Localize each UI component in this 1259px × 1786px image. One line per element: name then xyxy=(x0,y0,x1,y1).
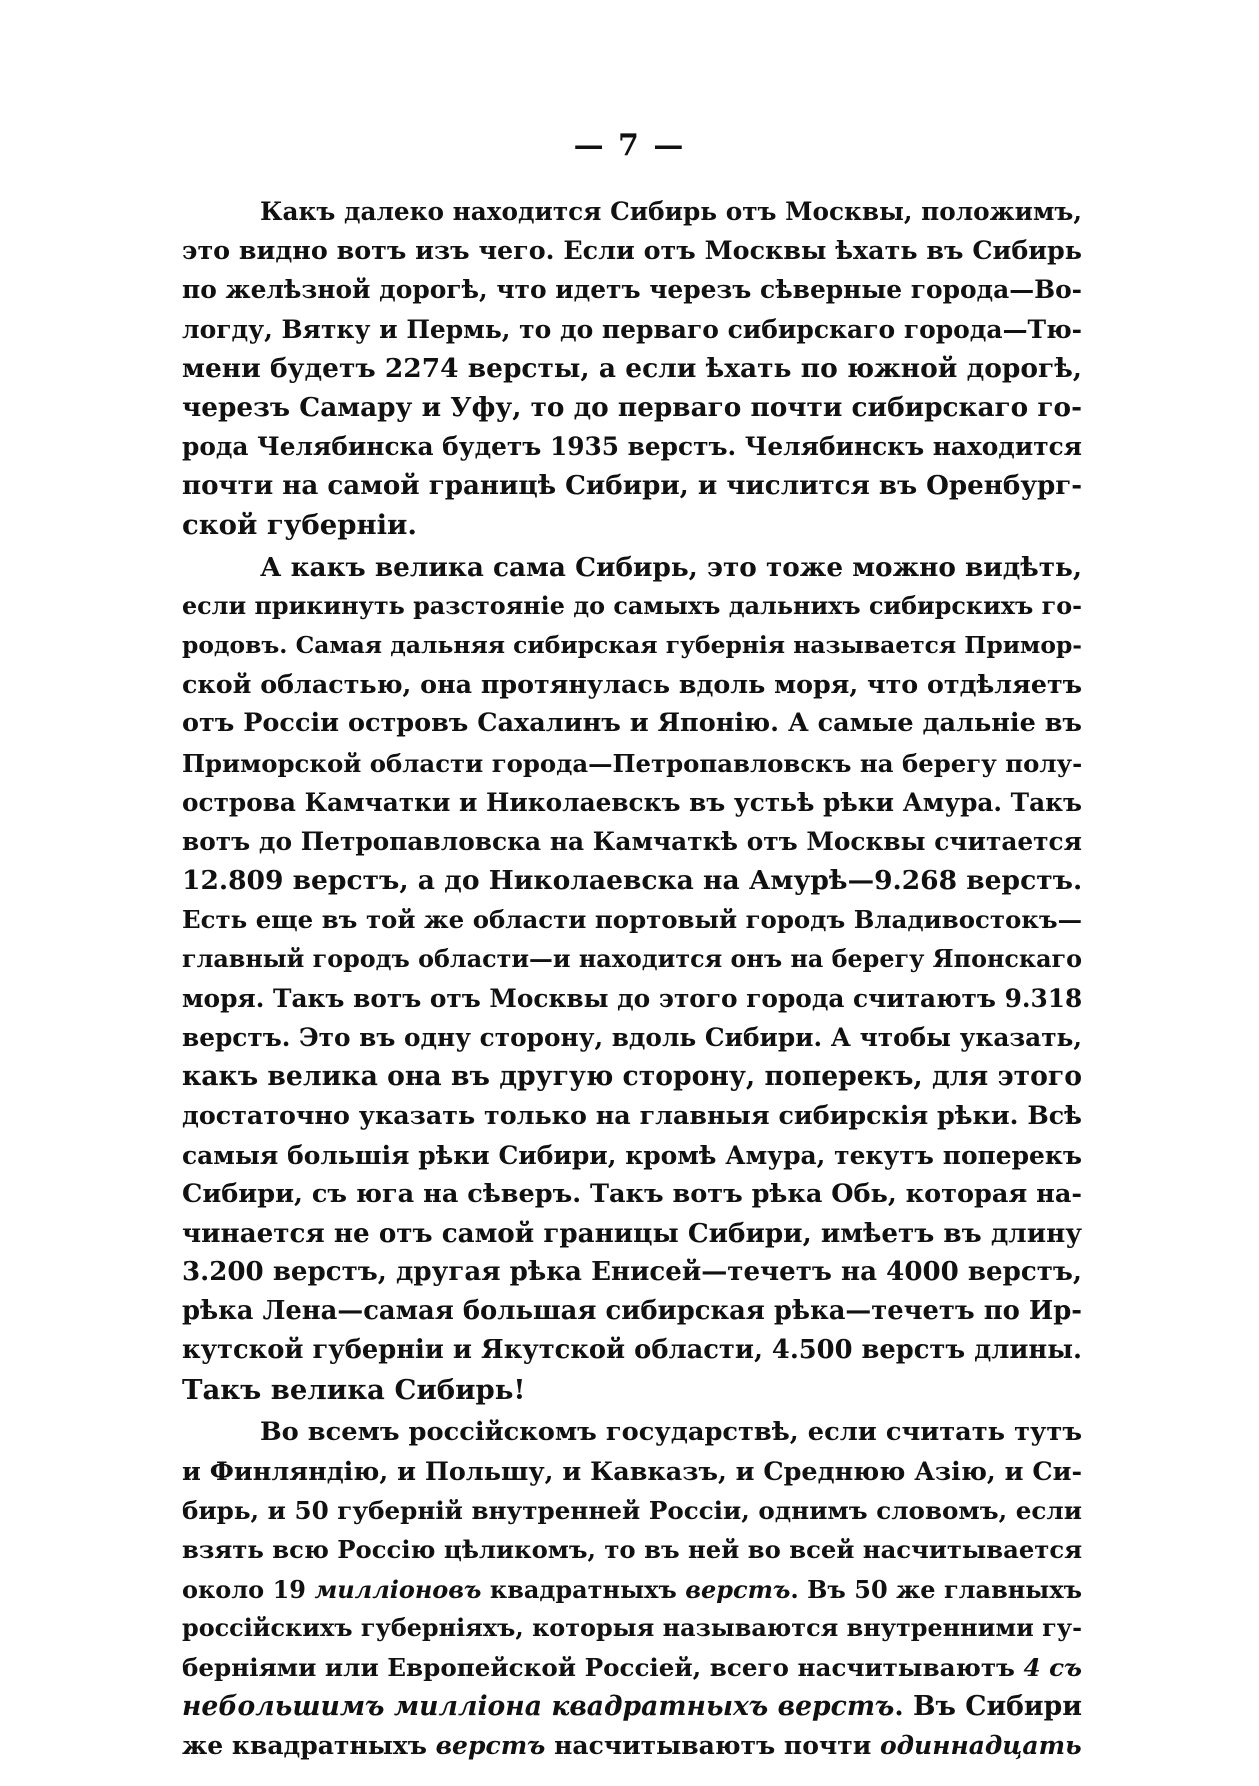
text-span: насчитываютъ почти xyxy=(545,1730,880,1761)
text-line xyxy=(182,940,1082,979)
text-span: россійскихъ губерніяхъ, которыя называются внутренними гу- xyxy=(182,1613,1082,1642)
text-span: А какъ велика сама Сибирь, это тоже можно видѣть, xyxy=(260,551,1082,583)
text-line xyxy=(182,1214,1082,1253)
text-line xyxy=(182,1726,1082,1765)
text-span: мени будетъ 2274 версты, а если ѣхать по южной дорогѣ, xyxy=(182,352,1082,384)
text-span: рода Челябинска будетъ 1935 верстъ. Челябинскъ находится xyxy=(182,432,1082,462)
text-span: отъ Россіи островъ Сахалинъ и Японію. А самые дальніе въ xyxy=(182,708,1082,739)
paragraph xyxy=(182,548,1082,1410)
text-line xyxy=(182,427,1082,466)
italic-text: одиннадцать xyxy=(879,1730,1082,1761)
text-line xyxy=(182,1530,1082,1569)
text-span: 3.200 верстъ, другая рѣка Енисей—течетъ на 4000 верстъ, xyxy=(182,1257,1082,1288)
text-line xyxy=(182,231,1082,270)
text-span: черезъ Самару и Уфу, то до перваго почти сибирскаго го- xyxy=(182,391,1082,423)
paragraph xyxy=(182,1413,1082,1766)
text-span: ской губерніи. xyxy=(182,508,417,541)
text-line xyxy=(182,626,1082,665)
text-line xyxy=(182,665,1082,704)
text-span: главный городъ области—и находится онъ на берегу Японскаго xyxy=(182,944,1082,973)
text-span: Во всемъ россійскомъ государствѣ, если считать тутъ xyxy=(260,1416,1082,1447)
text-line xyxy=(182,192,1082,231)
text-line xyxy=(182,1570,1082,1609)
text-span: достаточно указать только на главныя сибирскія рѣки. Всѣ xyxy=(182,1100,1082,1131)
text-line xyxy=(182,1292,1082,1331)
text-line xyxy=(182,1331,1082,1370)
text-span: вотъ до Петропавловска на Камчаткѣ отъ Москвы считается xyxy=(182,827,1082,856)
text-line xyxy=(182,1491,1082,1530)
text-span: квадратныхъ xyxy=(481,1574,686,1604)
paragraph xyxy=(182,192,1082,545)
text-span: бирь, и 50 губерній внутренней Россіи, однимъ словомъ, если xyxy=(182,1496,1082,1526)
text-line xyxy=(182,270,1082,309)
text-line xyxy=(182,349,1082,388)
text-line xyxy=(182,310,1082,349)
text-span: Какъ далеко находится Сибирь отъ Москвы, положимъ, xyxy=(260,197,1082,226)
italic-text: милліоновъ xyxy=(314,1574,482,1604)
text-line xyxy=(182,1609,1082,1648)
text-line xyxy=(182,587,1082,626)
text-line xyxy=(182,1687,1082,1726)
text-span: родовъ. Самая дальняя сибирская губернія называется Примор- xyxy=(182,631,1082,660)
text-span: почти на самой границѣ Сибири, и числится въ Оренбург- xyxy=(182,470,1083,502)
text-span: . Въ Сибири xyxy=(894,1691,1083,1723)
text-line xyxy=(182,1096,1082,1135)
text-span: . Въ 50 же главныхъ xyxy=(790,1574,1082,1604)
text-span: какъ велика она въ другую сторону, поперекъ, для этого xyxy=(182,1061,1082,1093)
text-span: чинается не отъ самой границы Сибири, имѣетъ въ длину xyxy=(182,1217,1082,1249)
text-span: самыя большія рѣки Сибири, кромѣ Амура, текутъ поперекъ xyxy=(182,1140,1082,1170)
text-line xyxy=(182,1413,1082,1452)
text-line xyxy=(182,1648,1082,1687)
text-line xyxy=(182,783,1082,822)
text-span: логду, Вятку и Пермь, то до перваго сибирскаго города—Тю- xyxy=(182,314,1082,344)
text-span: рѣка Лена—самая большая сибирская рѣка—течетъ по Ир- xyxy=(182,1296,1082,1327)
italic-text: небольшимъ милліона квадратныхъ верстъ xyxy=(182,1691,895,1723)
text-line xyxy=(182,466,1082,505)
text-span: Сибири, съ юга на сѣверъ. Такъ вотъ рѣка Обь, которая на- xyxy=(182,1178,1082,1209)
italic-text: 4 съ xyxy=(1023,1652,1083,1682)
text-line xyxy=(182,1018,1082,1057)
text-span: около 19 xyxy=(182,1574,315,1604)
text-span: острова Камчатки и Николаевскъ въ устьѣ рѣки Амура. Такъ xyxy=(182,787,1082,817)
text-line xyxy=(182,744,1082,783)
text-span: берніями или Европейской Россіей, всего насчитываютъ xyxy=(182,1652,1024,1682)
text-span: ской областью, она протянулась вдоль моря, что отдѣляетъ xyxy=(182,669,1083,700)
text-span: кутской губерніи и Якутской области, 4.500 верстъ длины. xyxy=(182,1335,1082,1366)
text-line xyxy=(182,1253,1082,1292)
text-line xyxy=(182,548,1082,587)
text-span: по желѣзной дорогѣ, что идетъ черезъ сѣверные города—Во- xyxy=(182,275,1082,305)
page-number: — 7 — xyxy=(573,128,686,163)
italic-text: верстъ xyxy=(435,1730,546,1761)
text-line xyxy=(182,506,1082,545)
text-span: верстъ. Это въ одну сторону, вдоль Сибири. А чтобы указать, xyxy=(182,1022,1082,1052)
text-line xyxy=(182,979,1082,1018)
text-line xyxy=(182,1452,1082,1491)
text-span: моря. Такъ вотъ отъ Москвы до этого города считаютъ 9.318 xyxy=(182,983,1083,1013)
text-span: Приморской области города—Петропавловскъ на берегу полу- xyxy=(182,748,1083,778)
text-line xyxy=(182,1057,1082,1096)
text-line xyxy=(182,704,1082,743)
italic-text: верстъ xyxy=(685,1574,791,1604)
text-span: Такъ велика Сибирь! xyxy=(182,1373,526,1406)
text-line xyxy=(182,900,1082,939)
text-line xyxy=(182,1136,1082,1175)
text-span: это видно вотъ изъ чего. Если отъ Москвы ѣхать въ Сибирь xyxy=(182,235,1082,266)
text-span: же квадратныхъ xyxy=(182,1730,436,1761)
text-span: взять всю Россію цѣликомъ, то въ ней во всей насчитывается xyxy=(182,1535,1083,1565)
body-text xyxy=(182,192,1082,1766)
text-line xyxy=(182,388,1082,427)
text-line xyxy=(182,1371,1082,1410)
text-span: и Финляндію, и Польшу, и Кавказъ, и Среднюю Азію, и Си- xyxy=(182,1456,1083,1486)
text-line xyxy=(182,861,1082,900)
text-line xyxy=(182,1175,1082,1214)
text-span: 12.809 верстъ, а до Николаевска на Амурѣ—9.268 верстъ. xyxy=(182,865,1083,897)
text-span: Есть еще въ той же области портовый городъ Владивостокъ— xyxy=(182,905,1082,935)
text-line xyxy=(182,822,1082,861)
text-span: если прикинуть разстояніе до самыхъ дальнихъ сибирскихъ го- xyxy=(182,591,1082,620)
